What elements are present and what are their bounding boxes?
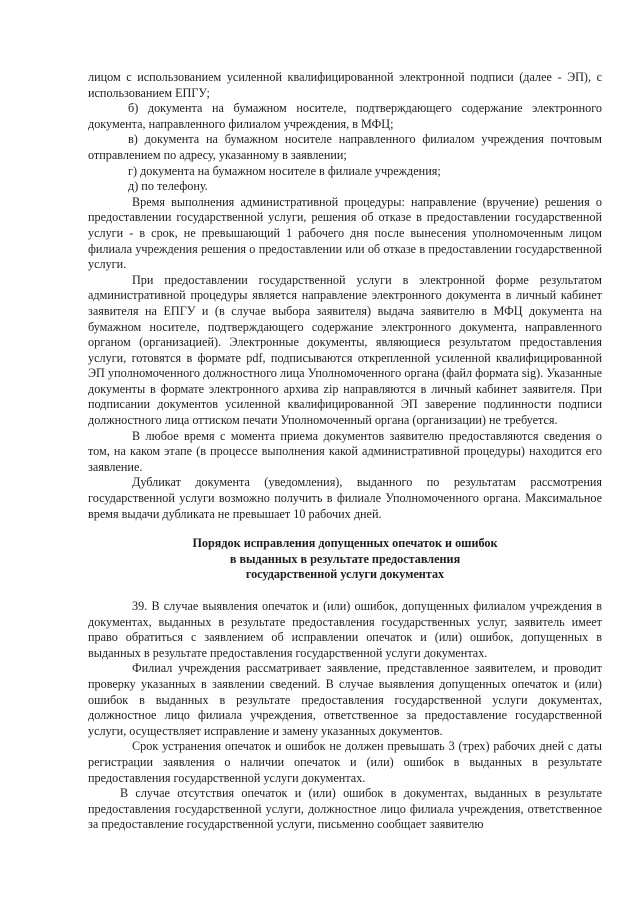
paragraph-status-info: В любое время с момента приема документов заявителю предоставляются сведения о том, на каком этапе (в процессе выполнения какой административной процедуры) находится его заявление. xyxy=(88,428,602,474)
heading-line: Порядок исправления допущенных опечаток и ошибок xyxy=(192,536,498,551)
list-item-v: в) документа на бумажном носителе направленного филиалом учреждения почтовым отправлением по адресу, указанному в заявлении; xyxy=(88,132,602,162)
list-item-g: г) документа на бумажном носителе в филиале учреждения; xyxy=(128,163,441,178)
paragraph-continuation: лицом с использованием усиленной квалифицированной электронной подписи (далее - ЭП), с использованием ЕПГУ; xyxy=(88,70,602,100)
paragraph-execution-time: Время выполнения административной процедуры: направление (вручение) решения о предоставлении государственной услуги, решения об отказе в предоставлении государственной услуги - в срок, не превышающий 1 рабочего дня после вынесения уполномоченным лицом филиала учреждения решения о предоставлении или об отказе в предоставлении государственной услуги. xyxy=(88,194,602,272)
paragraph-item-39: 39. В случае выявления опечаток и (или) ошибок, допущенных филиалом учреждения в документах, выданных в результате предоставления государственных услуг, заявитель имеет право обратиться с заявлением об исправлении опечаток и (или) ошибок, допущенных в выданных в результате предоставления государственной услуги документах. xyxy=(88,599,602,660)
paragraph-deadline: Срок устранения опечаток и ошибок не должен превышать 3 (трех) рабочих дней с даты регистрации заявления о наличии опечаток и (или) ошибок в выданных в результате предоставления государственной услуги документах. xyxy=(88,739,602,785)
list-item-b: б) документа на бумажном носителе, подтверждающего содержание электронного документа, направленного филиалом учреждения, в МФЦ; xyxy=(88,101,602,131)
section-heading xyxy=(88,536,602,583)
document-body xyxy=(88,70,602,833)
list-item-d: д) по телефону. xyxy=(128,179,208,194)
heading-line: в выданных в результате предоставления xyxy=(229,551,461,566)
paragraph-electronic-result: При предоставлении государственной услуги в электронной форме результатом административной процедуры является направление электронного документа в личный кабинет заявителя на ЕПГУ и (в случае выбора заявителя) выдача заявителю в МФЦ документа на бумажном носителе, подтверждающего содержание электронного документа, направленного органом (организацией). Электронные документы, являющиеся результатом предоставления услуги, готовятся в формате pdf, подписываются открепленной усиленной квалифицированной ЭП уполномоченного должностного лица Уполномоченного органа (файл формата sig). Указанные документы в формате электронного архива zip направляются в личный кабинет заявителя. При подписании документов усиленной квалифицированной ЭП заверение подлинности подписи должностного лица оттиском печати Уполномоченный органа (организации) не требуется. xyxy=(88,272,602,428)
paragraph-duplicate: Дубликат документа (уведомления), выданного по результатам рассмотрения государственной услуги возможно получить в филиале Уполномоченного органа. Максимальное время выдачи дубликата не превышает 10 рабочих дней. xyxy=(88,475,602,521)
paragraph-no-errors: В случае отсутствия опечаток и (или) ошибок в документах, выданных в результате предоставления государственной услуги, должностное лицо филиала учреждения, ответственное за предоставление государственной услуги, письменно сообщает заявителю xyxy=(88,786,602,832)
paragraph-review: Филиал учреждения рассматривает заявление, представленное заявителем, и проводит проверку указанных в заявлении сведений. В случае выявления допущенных опечаток и (или) ошибок в выданных в результате предоставления государственной услуги документах, должностное лицо филиала учреждения, ответственное за предоставление государственной услуги, осуществляет исправление и замену указанных документов. xyxy=(88,661,602,738)
heading-line: государственной услуги документах xyxy=(245,567,445,582)
